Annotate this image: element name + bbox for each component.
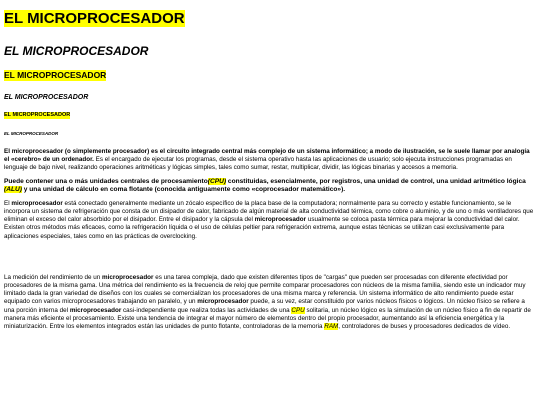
perf-cpu-highlight: CPU: [291, 306, 305, 314]
paragraph-definition-rest: Es el encargado de ejecutar los programas, desde el sistema operativo hasta las aplicaciones de usuario; solo ejecuta instrucciones programadas en lenguaje de bajo nivel, realizando operaciones aritméticas y lógicas simples, tales como sumar, restar, multiplicar, dividir, las lógicas binarias y accesos a memoria.: [4, 156, 512, 172]
perf-text-1: La medición del rendimiento de un: [4, 273, 103, 281]
cooling-text-2: está conectado generalmente mediante un zócalo específico de la placa base de la computadora; normalmente para su correcto y estable funcionamiento, se le incorpora un sistema de refrigeración que consta de un disipador de calor, fabricado de algún material de alta conductividad térmica, como cobre o aluminio, y de uno o más ventiladores que eliminan el exceso del calor absorbido por el disipador. Entre el disipador y la cápsula del: [4, 199, 534, 224]
perf-text-5: solitaria, un núcleo lógico es la simulación de un núcleo físico a fin de repartir de manera más eficiente el procesamiento. Existe una tendencia de integrar el mayor número de elementos dentro del propio procesador, aumentando así la eficiencia energética y la miniaturización. Entre los elementos integrados están las unidades de punto flotante, controladoras de la memoria: [4, 306, 531, 331]
cooling-text-3: usualmente se coloca pasta térmica para mejorar la conductividad del calor. Existen otros métodos más eficaces, como la refrigeración líquida o el uso de células peltier para refrigeración extrema, aunque estas técnicas se utilizan casi exclusivamente para aplicaciones especiales, tales como en las prácticas de overclocking.: [4, 216, 520, 240]
document-body: [4, 10, 534, 331]
paragraph-cooling: [4, 200, 534, 241]
units-text-2: constituidas, esencialmente, por registros, una unidad de control, una unidad aritmético lógica: [226, 177, 526, 185]
units-text-1: Puede contener una o más unidades centrales de procesamiento: [4, 177, 208, 185]
heading-2: EL MICROPROCESADOR: [4, 44, 149, 58]
heading-1: EL MICROPROCESADOR: [4, 10, 185, 27]
perf-bold-1: microprocesador: [102, 273, 154, 281]
paragraph-definition-bold: El microprocesador (o simplemente procesador) es el circuito integrado central más complejo de un sistema informático; a modo de ilustración, se le suele llamar por analogía el «cerebro» de un ordenador.: [4, 148, 530, 164]
perf-text-3: puede, a su vez, estar constituido por varios núcleos físicos o lógicos. Un núcleo físico se refiere a una porción interna del: [4, 298, 525, 314]
cooling-bold-1: microprocesador: [11, 199, 63, 207]
cpu-highlight: (CPU): [207, 177, 227, 185]
heading-3-wrap: [4, 58, 534, 83]
alu-highlight: (ALU): [4, 186, 22, 194]
heading-4: EL MICROPROCESADOR: [4, 94, 89, 101]
perf-bold-2: microprocesador: [197, 298, 249, 306]
heading-5-wrap: [4, 102, 534, 121]
heading-1-wrap: [4, 10, 534, 28]
paragraph-definition: [4, 148, 534, 173]
perf-text-4: casi-independiente que realiza todas las actividades de una: [121, 306, 292, 314]
heading-3: EL MICROPROCESADOR: [4, 70, 107, 80]
perf-text-6: , controladores de buses y procesadores dedicados de vídeo.: [338, 323, 511, 331]
perf-ram-highlight: RAM: [324, 323, 339, 331]
units-text-3: y una unidad de cálculo en coma flotante (conocida antiguamente como «coprocesador matemático»).: [21, 186, 346, 194]
perf-text-2: es una tarea compleja, dado que existen diferentes tipos de "cargas" que pueden ser procesadas con diferente efectividad por procesadores de la misma gama. Una métrica del rendimiento es la frecuencia de reloj que permite comparar procesadores con núcleos de la misma familia, siendo este un indicador muy limitado dada la gran variedad de diseños con los cuales se comercializan los procesadores de una misma marca y referencia. Un sistema informático de alto rendimiento puede estar equipado con varios microprocesadores trabajando en paralelo, y un: [4, 273, 526, 306]
heading-6: EL MICROPROCESADOR: [4, 131, 59, 136]
paragraph-units: [4, 178, 534, 195]
perf-bold-3: microprocesador: [69, 306, 122, 314]
paragraph-performance: [4, 274, 534, 331]
cooling-text-1: El: [4, 199, 12, 207]
heading-5: EL MICROPROCESADOR: [4, 112, 71, 118]
cooling-bold-2: microprocesador: [254, 216, 307, 224]
